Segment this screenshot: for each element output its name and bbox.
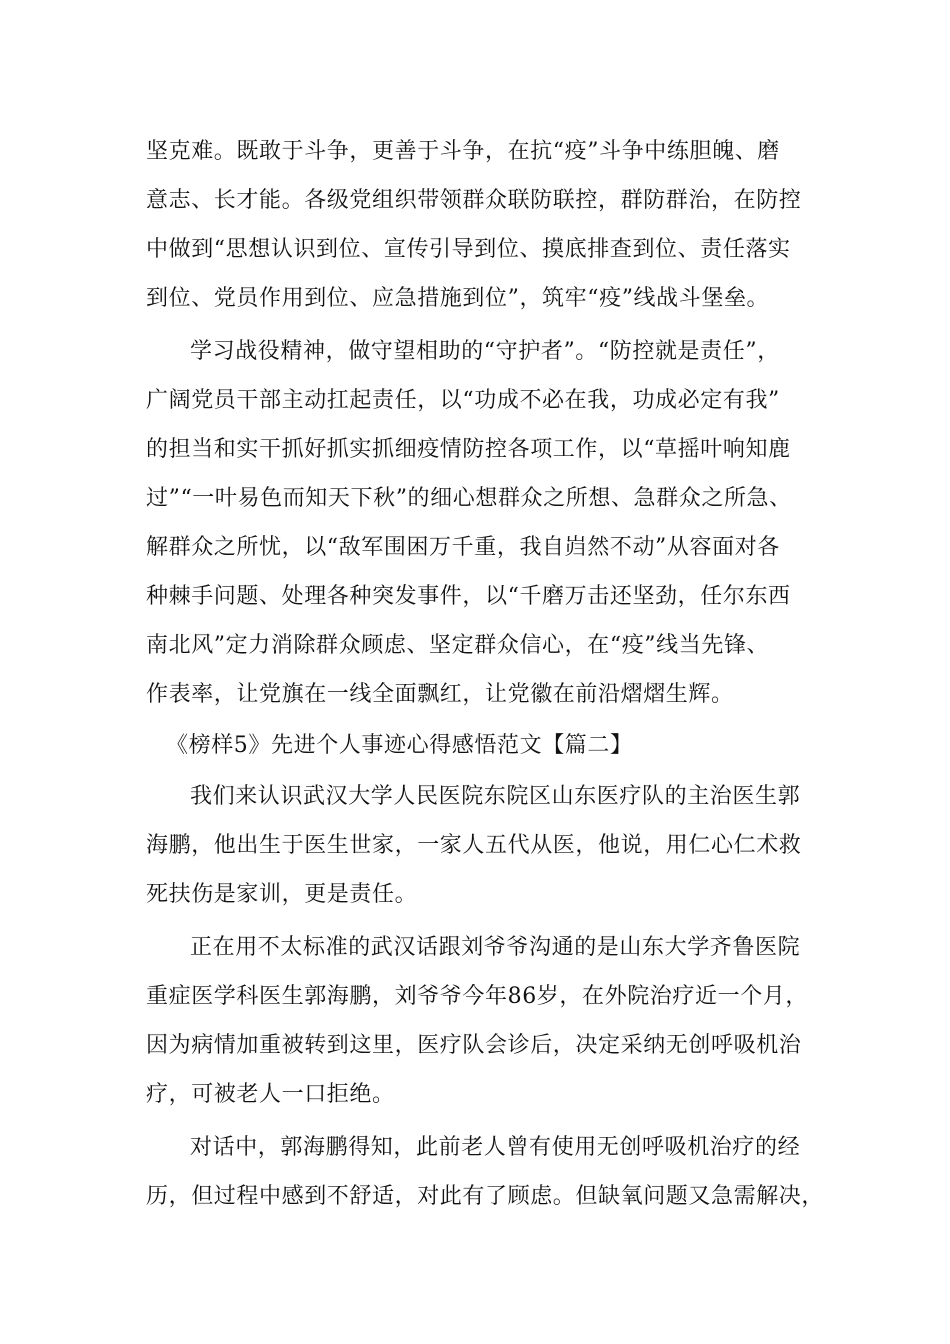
text-line: 种棘手问题、处理各种突发事件，以“千磨万击还坚劲，任尔东西 — [146, 584, 791, 609]
text-line: 历，但过程中感到不舒适，对此有了顾虑。但缺氧问题又急需解决， — [146, 1184, 825, 1209]
text-line: 过”“一叶易色而知天下秋”的细心想群众之所想、急群众之所急、 — [146, 486, 792, 511]
section-heading: 《榜样5》先进个人事迹心得感悟范文【篇二】 — [166, 733, 633, 758]
text-line: 作表率，让党旗在一线全面飘红，让党徽在前沿熠熠生辉。 — [146, 682, 734, 707]
text-line: 到位、党员作用到位、应急措施到位”，筑牢“疫”线战斗堡垒。 — [146, 286, 770, 311]
paragraph-first-line: 我们来认识武汉大学人民医院东院区山东医疗队的主治医生郭 — [190, 784, 801, 809]
text-line: 中做到“思想认识到位、宣传引导到位、摸底排查到位、责任落实 — [146, 237, 791, 262]
text-line: 解群众之所忧，以“敌军围困万千重，我自岿然不动”从容面对各 — [146, 535, 780, 560]
text-line: 重症医学科医生郭海鹏，刘爷爷今年86岁，在外院治疗近一个月， — [146, 984, 808, 1009]
paragraph-first-line: 正在用不太标准的武汉话跟刘爷爷沟通的是山东大学齐鲁医院 — [190, 935, 801, 960]
text-line: 海鹏，他出生于医生世家，一家人五代从医，他说，用仁心仁术救 — [146, 833, 802, 858]
text-line: 意志、长才能。各级党组织带领群众联防联控，群防群治，在防控 — [146, 188, 802, 213]
text-line: 疗，可被老人一口拒绝。 — [146, 1082, 395, 1107]
text-line: 因为病情加重被转到这里，医疗队会诊后，决定采纳无创呼吸机治 — [146, 1033, 802, 1058]
paragraph-first-line: 对话中，郭海鹏得知，此前老人曾有使用无创呼吸机治疗的经 — [190, 1135, 801, 1160]
text-line: 死扶伤是家训，更是责任。 — [146, 882, 418, 907]
text-line: 南北风”定力消除群众顾虑、坚定群众信心，在“疫”线当先锋、 — [146, 633, 770, 658]
text-line: 广阔党员干部主动扛起责任，以“功成不必在我，功成必定有我” — [146, 388, 780, 413]
paragraph-first-line: 学习战役精神，做守望相助的“守护者”。“防控就是责任”， — [190, 339, 780, 364]
text-line: 坚克难。既敢于斗争，更善于斗争，在抗“疫”斗争中练胆魄、磨 — [146, 139, 780, 164]
text-line: 的担当和实干抓好抓实抓细疫情防控各项工作，以“草摇叶响知鹿 — [146, 437, 791, 462]
